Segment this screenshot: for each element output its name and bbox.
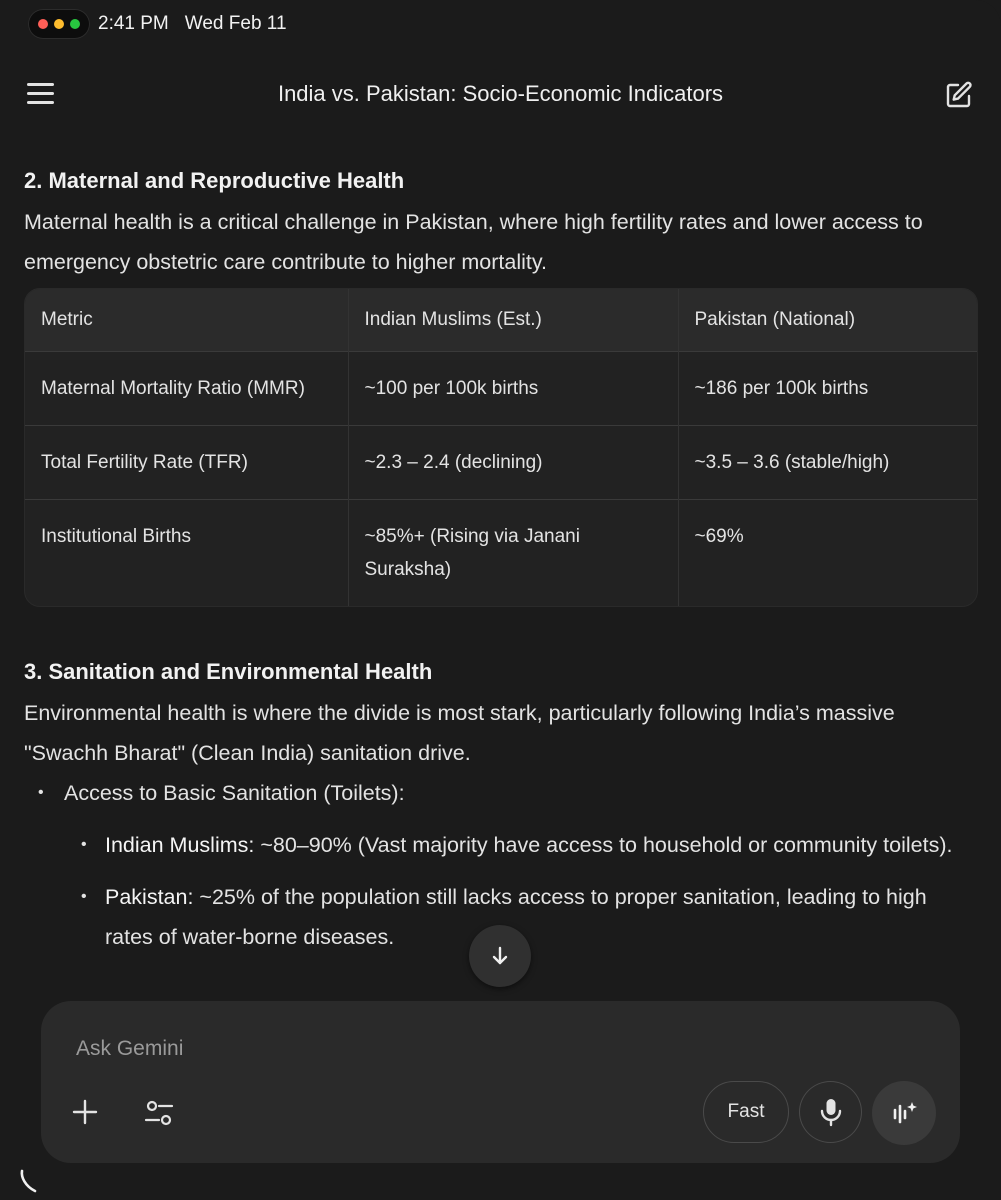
table-cell: ~186 per 100k births: [678, 351, 977, 425]
table-header-cell: Indian Muslims (Est.): [348, 289, 678, 351]
plus-icon[interactable]: [70, 1097, 100, 1127]
header: [0, 70, 1001, 118]
table-row: [25, 351, 977, 425]
model-mode-button[interactable]: Fast: [703, 1081, 789, 1143]
window-controls[interactable]: [28, 9, 90, 39]
prompt-input[interactable]: Ask Gemini: [76, 1037, 184, 1060]
list-item-text: ~25% of the population still lacks access to proper sanitation, leading to high rates of water-borne diseases.: [105, 884, 927, 949]
microphone-button[interactable]: [799, 1081, 862, 1143]
section-paragraph: Maternal health is a critical challenge in Pakistan, where high fertility rates and lower access to emergency obstetric care contribute to higher mortality.: [24, 210, 923, 274]
table-cell: ~69%: [678, 499, 977, 606]
table-cell: ~85%+ (Rising via Janani Suraksha): [348, 499, 678, 606]
indicators-table: [24, 288, 978, 607]
microphone-icon: [819, 1097, 843, 1127]
status-time: 2:41 PM: [98, 13, 169, 34]
list-item-lead: Pakistan:: [105, 884, 194, 909]
list-item: [24, 825, 980, 865]
close-dot[interactable]: [38, 19, 48, 29]
status-bar: [28, 8, 287, 40]
list-item-text: ~80–90% (Vast majority have access to household or community toilets).: [254, 832, 953, 857]
minimize-dot[interactable]: [54, 19, 64, 29]
section-heading: 3. Sanitation and Environmental Health: [24, 658, 433, 684]
section-paragraph: Environmental health is where the divide is most stark, particularly following India’s massive "Swachh Bharat" (Clean India) sanitation drive.: [24, 700, 895, 765]
table-header-cell: Pakistan (National): [678, 289, 977, 351]
list-item: • Access to Basic Sanitation (Toilets):: [24, 773, 980, 813]
scroll-to-bottom-button[interactable]: [469, 925, 531, 987]
live-voice-button[interactable]: [872, 1081, 936, 1145]
table-cell: ~2.3 – 2.4 (declining): [348, 425, 678, 499]
table-cell: Institutional Births: [25, 499, 348, 606]
table-header-row: [25, 289, 977, 351]
new-chat-edit-icon[interactable]: [944, 80, 974, 110]
arrow-down-icon: [490, 945, 510, 967]
table-cell: Maternal Mortality Ratio (MMR): [25, 351, 348, 425]
response-content: [24, 160, 980, 957]
section-heading: 2. Maternal and Reproductive Health: [24, 168, 405, 193]
list-item-lead: Indian Muslims:: [105, 832, 255, 857]
table-cell: Total Fertility Rate (TFR): [25, 425, 348, 499]
table-row: [25, 425, 977, 499]
table-row: [25, 499, 977, 606]
status-date: Wed Feb 11: [184, 13, 287, 34]
phone-icon: [18, 1168, 44, 1196]
zoom-dot[interactable]: [70, 19, 80, 29]
prompt-composer: [41, 1001, 960, 1163]
table-header-cell: Metric: [25, 289, 348, 351]
tools-sliders-icon[interactable]: [143, 1097, 175, 1129]
page-title: India vs. Pakistan: Socio-Economic Indicators: [277, 81, 724, 106]
table-cell: ~3.5 – 3.6 (stable/high): [678, 425, 977, 499]
table-cell: ~100 per 100k births: [348, 351, 678, 425]
live-sparkle-icon: [889, 1098, 919, 1128]
